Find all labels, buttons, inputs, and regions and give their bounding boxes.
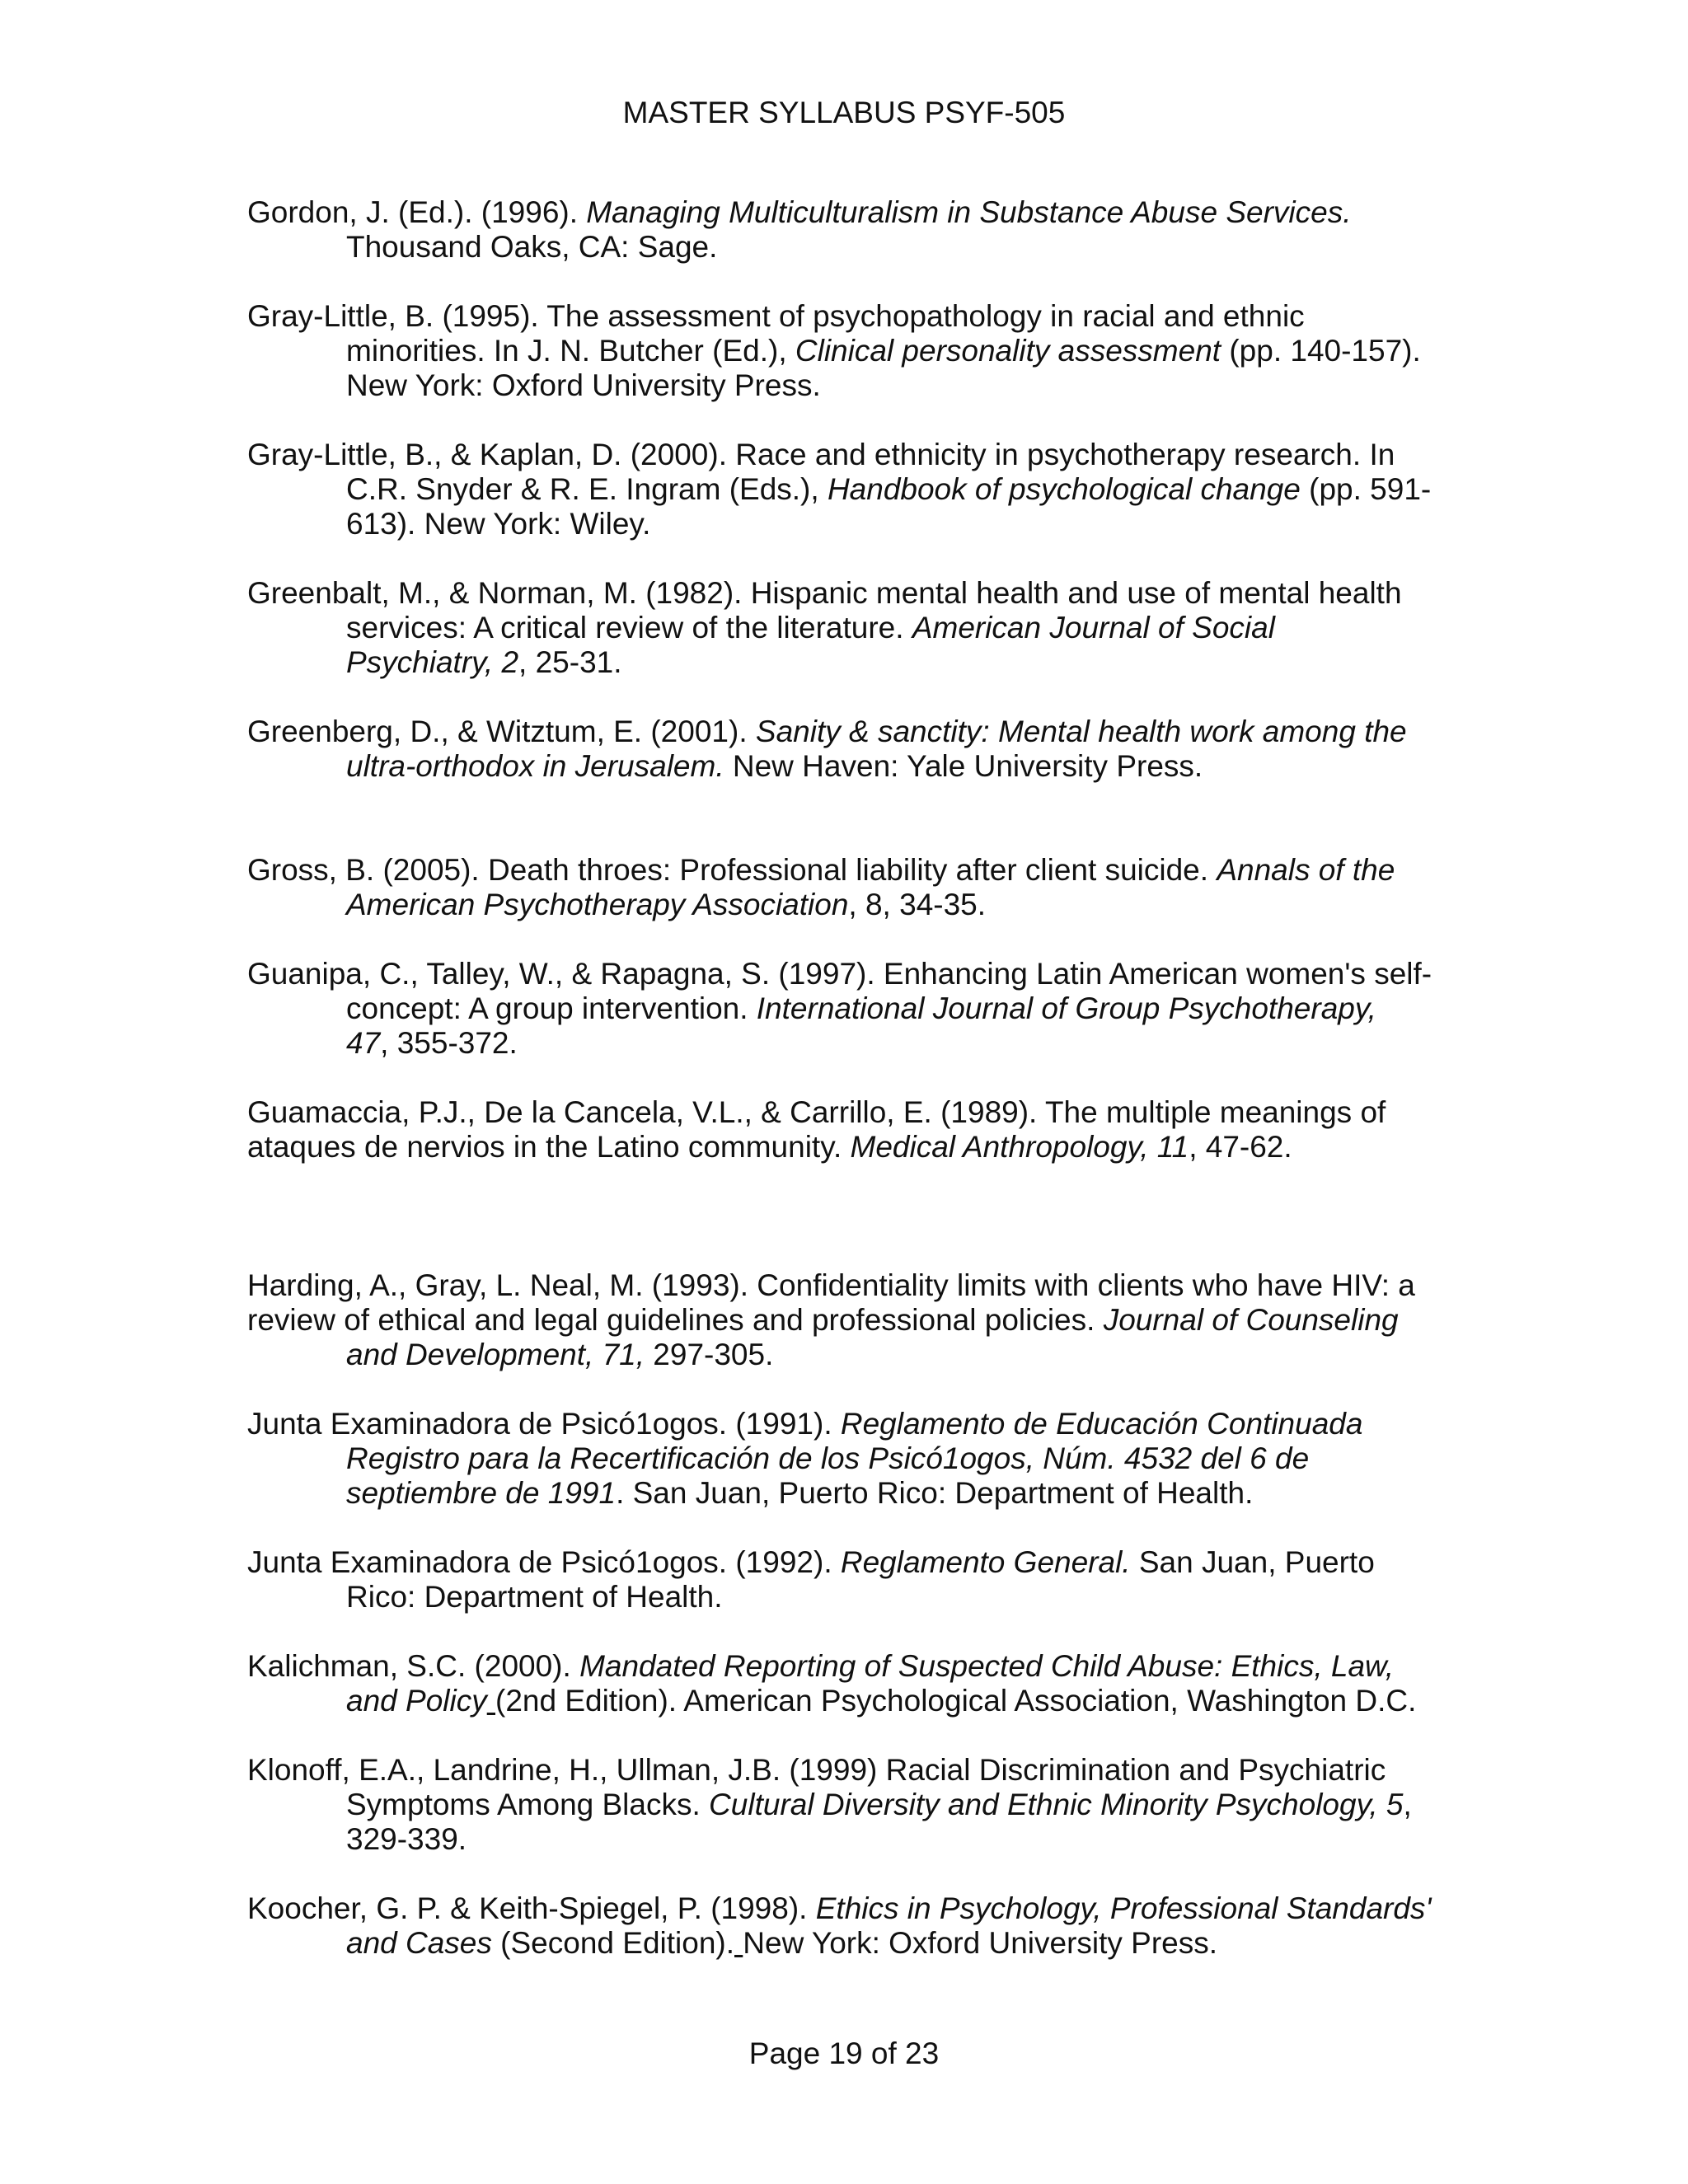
- reference-text: ,: [1403, 1788, 1412, 1821]
- reference-text: Guamaccia, P.J., De la Cancela, V.L., & Carrillo, E. (1989). The multiple meanings of: [247, 1095, 1386, 1129]
- reference-text: [487, 1684, 495, 1718]
- reference-text: Symptoms Among Blacks.: [346, 1788, 710, 1821]
- reference-text: Gordon, J. (Ed.). (1996).: [247, 195, 587, 229]
- reference-line: [247, 957, 1451, 991]
- reference-text: Klonoff, E.A., Landrine, H., Ullman, J.B. (1999) Racial Discrimination and Psychiatric: [247, 1753, 1386, 1787]
- reference-line: [247, 1753, 1451, 1788]
- reference-entry: [247, 1407, 1451, 1511]
- reference-line: [247, 1303, 1451, 1338]
- reference-text: (pp. 140-157).: [1221, 334, 1421, 368]
- reference-entry: [247, 195, 1451, 265]
- reference-text: , 355-372.: [380, 1026, 518, 1060]
- reference-text: C.R. Snyder & R. E. Ingram (Eds.),: [346, 472, 828, 506]
- reference-line: [247, 1130, 1451, 1165]
- reference-entry: [247, 1268, 1451, 1372]
- reference-line: [247, 1441, 1451, 1476]
- reference-text: Greenbalt, M., & Norman, M. (1982). Hispanic mental health and use of mental health: [247, 576, 1402, 610]
- reference-line: [247, 1649, 1451, 1684]
- reference-text: (pp. 591-: [1300, 472, 1432, 506]
- reference-text: San Juan, Puerto: [1130, 1545, 1375, 1579]
- reference-text: Gray-Little, B., & Kaplan, D. (2000). Race and ethnicity in psychotherapy research. In: [247, 438, 1395, 471]
- reference-line: [247, 438, 1451, 472]
- reference-text: Greenberg, D., & Witztum, E. (2001).: [247, 715, 756, 748]
- reference-text: Ethics in Psychology, Professional Standards': [815, 1891, 1432, 1925]
- reference-text: New Haven: Yale University Press.: [724, 749, 1203, 783]
- reference-text: and Development, 71,: [346, 1338, 645, 1371]
- reference-text: Kalichman, S.C. (2000).: [247, 1649, 580, 1683]
- reference-line: [247, 1268, 1451, 1303]
- reference-entry: [247, 1545, 1451, 1615]
- reference-line: [247, 1684, 1451, 1718]
- reference-list: [247, 195, 1451, 1961]
- reference-line: [247, 507, 1451, 541]
- reference-line: [247, 368, 1451, 403]
- reference-line: [247, 299, 1451, 334]
- page-header: MASTER SYLLABUS PSYF-505: [622, 96, 1066, 129]
- reference-entry: [247, 299, 1451, 403]
- reference-line: [247, 1476, 1451, 1511]
- reference-text: Junta Examinadora de Psicó1ogos. (1992).: [247, 1545, 841, 1579]
- reference-text: (2nd Edition). American Psychological Association, Washington D.C.: [495, 1684, 1417, 1718]
- reference-text: 613). New York: Wiley.: [346, 507, 651, 541]
- reference-text: Junta Examinadora de Psicó1ogos. (1991).: [247, 1407, 841, 1441]
- reference-text: Guanipa, C., Talley, W., & Rapagna, S. (1997). Enhancing Latin American women's self-: [247, 957, 1432, 991]
- reference-line: [247, 195, 1451, 230]
- reference-entry: [247, 1095, 1451, 1165]
- reference-text: review of ethical and legal guidelines and professional policies.: [247, 1303, 1104, 1337]
- reference-entry: [247, 1649, 1451, 1718]
- reference-text: Sanity & sanctity: Mental health work among the: [755, 715, 1407, 748]
- reference-line: [247, 1545, 1451, 1580]
- reference-text: American Psychotherapy Association: [346, 888, 849, 921]
- reference-text: Cultural Diversity and Ethnic Minority Psychology, 5: [709, 1788, 1404, 1821]
- reference-text: Medical Anthropology, 11: [850, 1130, 1189, 1164]
- reference-text: Psychiatry, 2: [346, 645, 519, 679]
- reference-line: [247, 334, 1451, 368]
- reference-text: Koocher, G. P. & Keith-Spiegel, P. (1998).: [247, 1891, 816, 1925]
- reference-text: , 47-62.: [1189, 1130, 1292, 1164]
- reference-line: [247, 715, 1451, 749]
- reference-line: [247, 749, 1451, 784]
- reference-text: Annals of the: [1217, 853, 1395, 887]
- reference-text: . San Juan, Puerto Rico: Department of Health.: [616, 1476, 1254, 1510]
- reference-text: , 25-31.: [518, 645, 622, 679]
- reference-entry: [247, 957, 1451, 1061]
- reference-text: Gray-Little, B. (1995). The assessment of psychopathology in racial and ethnic: [247, 299, 1305, 333]
- page-footer: Page 19 of 23: [748, 2036, 940, 2070]
- reference-line: [247, 991, 1451, 1026]
- reference-line: [247, 576, 1451, 611]
- reference-text: Rico: Department of Health.: [346, 1580, 723, 1614]
- reference-line: [247, 888, 1451, 922]
- reference-line: [247, 1822, 1451, 1857]
- reference-text: New York: Oxford University Press.: [743, 1926, 1218, 1960]
- reference-line: [247, 1338, 1451, 1372]
- reference-text: , 8, 34-35.: [848, 888, 987, 921]
- reference-entry: [247, 576, 1451, 680]
- reference-text: Gross, B. (2005). Death throes: Professional liability after client suicide.: [247, 853, 1217, 887]
- reference-text: and Policy: [346, 1684, 487, 1718]
- reference-text: services: A critical review of the literature.: [346, 611, 912, 644]
- reference-line: [247, 1407, 1451, 1441]
- reference-text: concept: A group intervention.: [346, 991, 757, 1025]
- reference-text: Harding, A., Gray, L. Neal, M. (1993). Confidentiality limits with clients who have HIV: a: [247, 1268, 1415, 1302]
- reference-entry: [247, 715, 1451, 784]
- reference-line: [247, 1095, 1451, 1130]
- reference-text: Managing Multiculturalism in Substance Abuse Services.: [586, 195, 1352, 229]
- reference-line: [247, 472, 1451, 507]
- reference-text: Thousand Oaks, CA: Sage.: [346, 230, 718, 264]
- reference-text: Mandated Reporting of Suspected Child Abuse: Ethics, Law,: [579, 1649, 1395, 1683]
- reference-entry: [247, 1753, 1451, 1857]
- reference-text: Registro para la Recertificación de los Psicó1ogos, Núm. 4532 del 6 de: [346, 1441, 1310, 1475]
- reference-text: minorities. In J. N. Butcher (Ed.),: [346, 334, 795, 368]
- reference-text: 47: [346, 1026, 381, 1060]
- reference-entry: [247, 438, 1451, 541]
- reference-text: American Journal of Social: [912, 611, 1275, 644]
- reference-entry: [247, 1891, 1451, 1961]
- reference-line: [247, 1926, 1451, 1961]
- reference-text: Journal of Counseling: [1103, 1303, 1399, 1337]
- reference-line: [247, 1788, 1451, 1822]
- reference-text: New York: Oxford University Press.: [346, 368, 821, 402]
- reference-text: septiembre de 1991: [346, 1476, 617, 1510]
- reference-line: [247, 1026, 1451, 1061]
- reference-text: Reglamento General.: [840, 1545, 1131, 1579]
- reference-text: International Journal of Group Psychotherapy,: [756, 991, 1376, 1025]
- reference-line: [247, 853, 1451, 888]
- reference-text: ataques de nervios in the Latino community.: [247, 1130, 851, 1164]
- reference-line: [247, 230, 1451, 265]
- reference-text: 329-339.: [346, 1822, 467, 1856]
- reference-text: ultra-orthodox in Jerusalem.: [346, 749, 724, 783]
- reference-text: [734, 1926, 743, 1960]
- reference-line: [247, 1580, 1451, 1615]
- reference-line: [247, 645, 1451, 680]
- reference-text: (Second Edition).: [491, 1926, 734, 1960]
- reference-text: Handbook of psychological change: [827, 472, 1301, 506]
- reference-text: Reglamento de Educación Continuada: [840, 1407, 1363, 1441]
- reference-entry: [247, 853, 1451, 922]
- reference-line: [247, 1891, 1451, 1926]
- reference-line: [247, 611, 1451, 645]
- reference-text: Clinical personality assessment: [795, 334, 1221, 368]
- reference-text: and Cases: [346, 1926, 492, 1960]
- reference-text: 297-305.: [645, 1338, 774, 1371]
